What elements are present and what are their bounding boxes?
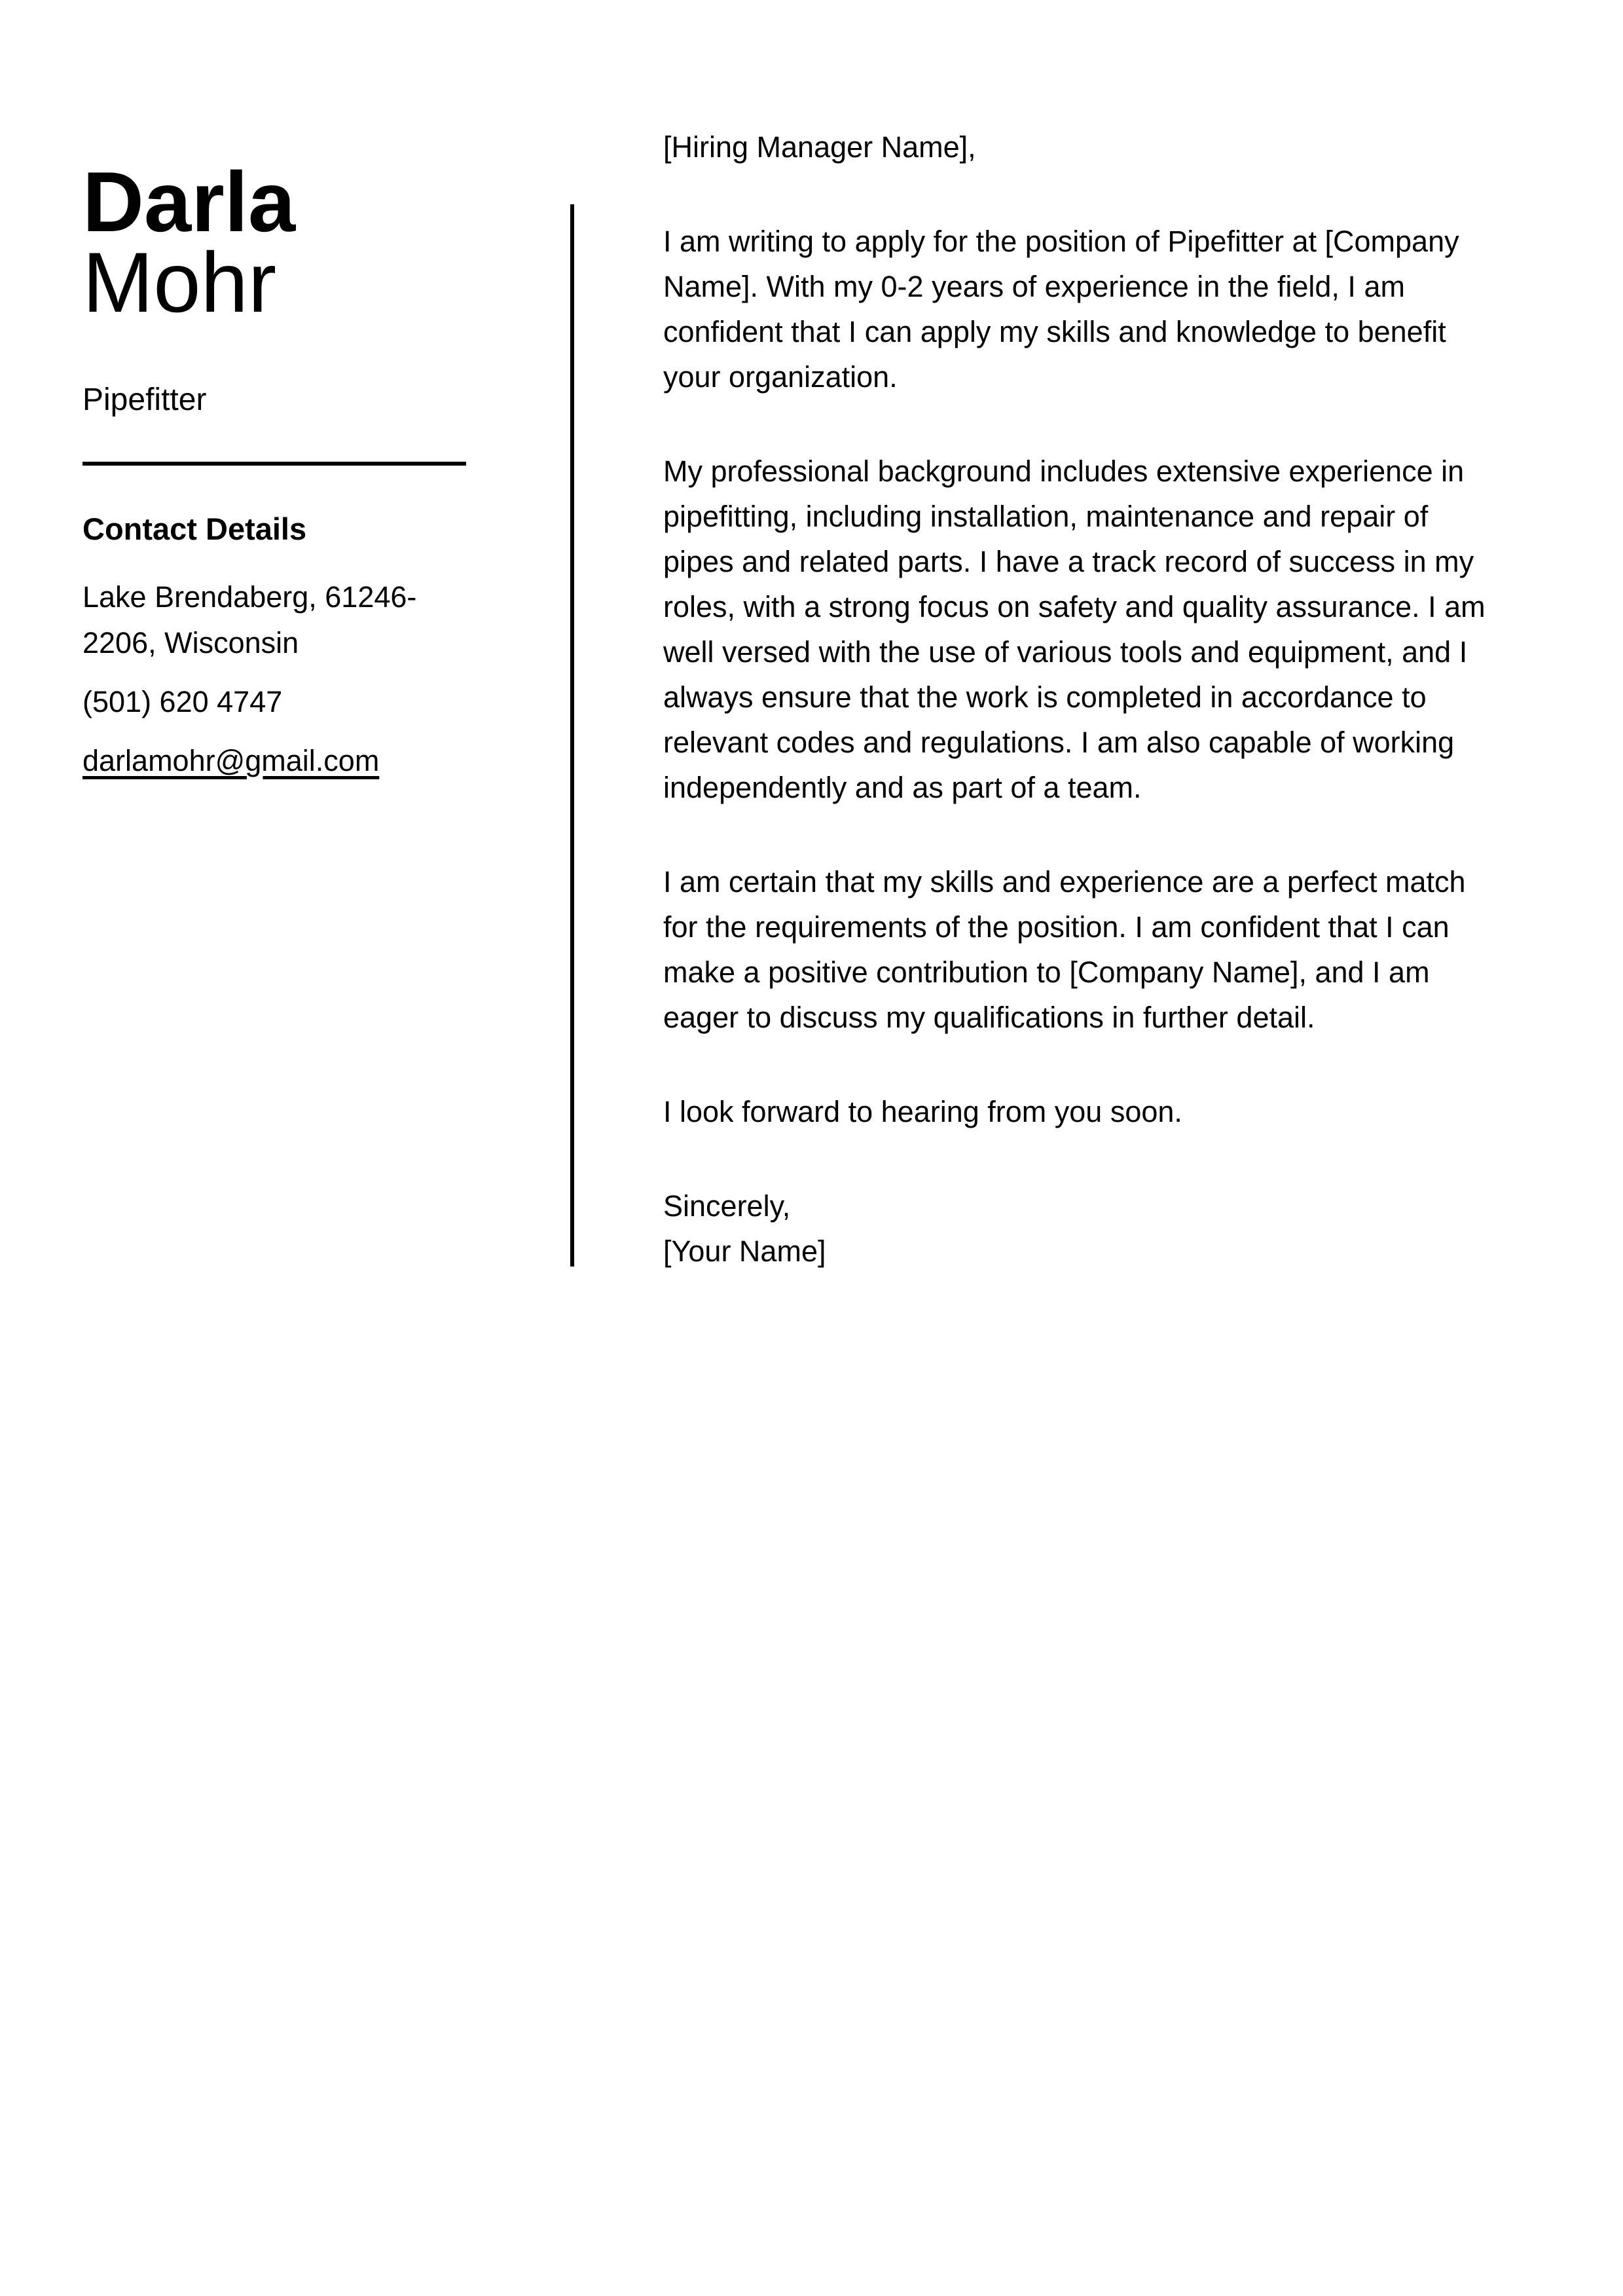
contact-phone: (501) 620 4747 xyxy=(82,685,283,719)
signature-placeholder: [Your Name] xyxy=(663,1234,826,1268)
job-title: Pipefitter xyxy=(82,382,207,418)
contact-email xyxy=(82,738,466,784)
contact-address: Lake Brendaberg, 61246-2206, Wisconsin xyxy=(82,580,417,660)
letter-paragraph: I am writing to apply for the position of Pipefitter at [Company Name]. With my 0-2 years of experience in the field, I am confident that I can apply my skills and knowledge to benefit your organization. xyxy=(663,225,1459,394)
salutation: [Hiring Manager Name], xyxy=(663,130,976,164)
signoff-block xyxy=(663,1183,1495,1274)
letter-paragraph: I am certain that my skills and experience are a perfect match for the requirements of the position. I am confident that I can make a positive contribution to [Company Name], and I am eager to discuss my qualifications in further detail. xyxy=(663,865,1466,1034)
vertical-divider xyxy=(570,204,574,1267)
sidebar xyxy=(82,105,466,784)
cover-letter-body xyxy=(663,124,1495,1274)
candidate-name xyxy=(82,154,466,331)
sidebar-horizontal-rule xyxy=(82,462,466,466)
candidate-last-name: Mohr xyxy=(82,234,277,331)
letter-paragraph: My professional background includes extensive experience in pipefitting, including installation, maintenance and repair of pipes and related parts. I have a track record of success in my roles, with a strong focus on safety and quality assurance. I am well versed with the use of various tools and equipment, and I always ensure that the work is completed in accordance to relevant codes and regulations. I am also capable of working independently and as part of a team. xyxy=(663,454,1486,804)
signoff: Sincerely, xyxy=(663,1189,791,1223)
closing-line: I look forward to hearing from you soon. xyxy=(663,1095,1182,1128)
contact-details-heading: Contact Details xyxy=(82,511,307,547)
candidate-first-name: Darla xyxy=(82,154,296,250)
email-link[interactable]: darlamohr@gmail.com xyxy=(82,744,380,778)
